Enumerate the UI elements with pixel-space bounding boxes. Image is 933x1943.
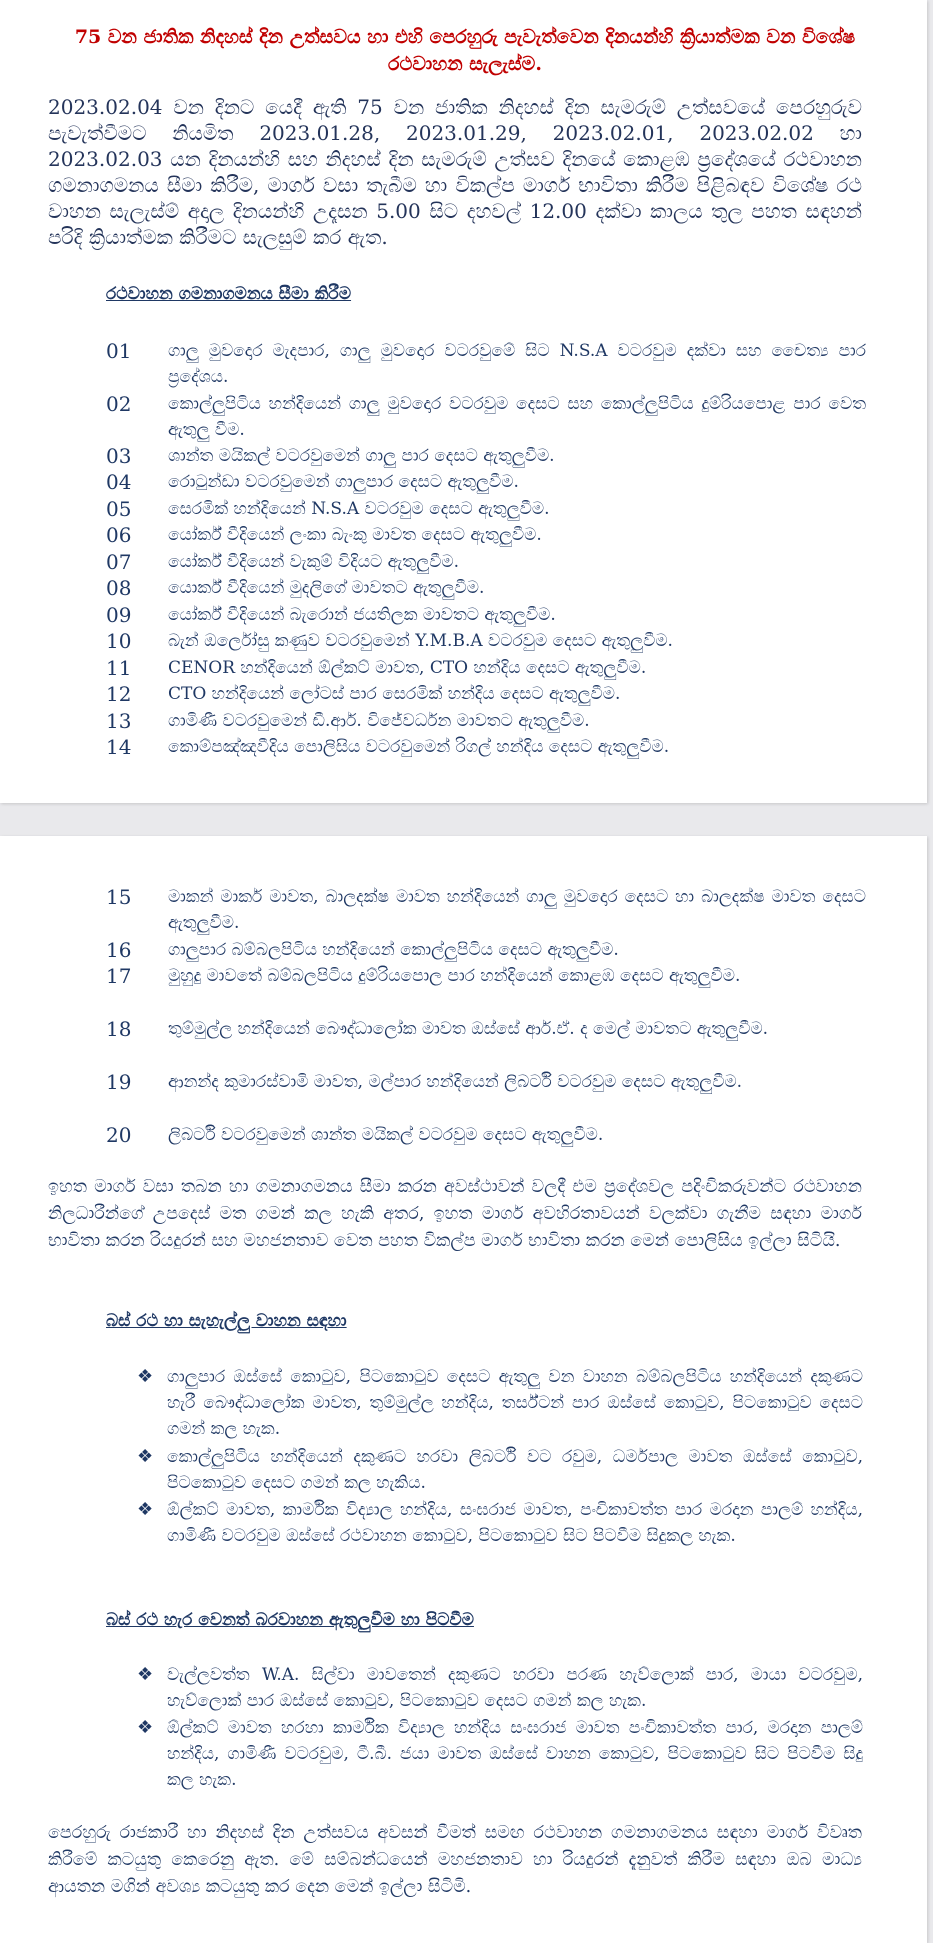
route-bullet-item: [137, 1497, 863, 1577]
item-text: මුහුදු මාවතේ බම්බලපිටිය දුම්රියපොල පාර හන්දියෙන් කොළඹ දෙසට ඇතුලුවීම.: [168, 966, 741, 986]
item-number: 20: [106, 1123, 132, 1147]
item-number: 18: [106, 1017, 132, 1041]
section-heading-traffic-restriction: රථවාහන ගමනාගමනය සීමා කිරීම: [106, 284, 352, 304]
diamond-bullet-icon: ❖: [137, 1499, 154, 1520]
item-text: මාකන් මාකර් මාවත, බාලදක්ෂ මාවත හන්දියෙන් ගාලු මුවදොර දෙසට හා බාලදක්ෂ මාවත දෙසට ඇතුලුවීම.: [168, 887, 866, 933]
item-number: 03: [106, 444, 132, 468]
item-number: 11: [106, 656, 132, 680]
item-number: 13: [106, 709, 132, 733]
diamond-bullet-icon: ❖: [137, 1664, 154, 1685]
item-text: යෝර්ක් වීදියෙන් ලංකා බැංකු මාවත දෙසට ඇතුලුවීම.: [168, 525, 542, 545]
restriction-item: [106, 963, 866, 1015]
item-text: තුම්මුල්ල හන්දියෙන් බෞද්ධාලෝක මාවත ඔස්සේ ආර්.ඒ. ද මෙල් මාවතට ඇතුලුවීම.: [168, 1019, 769, 1039]
diamond-bullet-icon: ❖: [137, 1717, 154, 1738]
item-text: සෙරමික් හන්දියෙන් N.S.A වටරවුම දෙසට ඇතුලුවීම.: [168, 499, 550, 519]
item-number: 14: [106, 735, 132, 759]
bullet-text: ඕල්කට් මාවත, කාර්මික විද්‍යාල හන්දිය, සංඝරාජ මාවත, පංචිකාවත්ත පාර මරදාන පාලම් හන්දිය, ගාමිණී වටරවුම ඔස්සේ රථවාහන කොටුව, පිටකොටුව සිට පිටවීම සිදුකල හැක.: [167, 1500, 863, 1546]
item-text: ගාලුපාර බම්බලපිටිය හන්දියෙන් කොල්ලුපිටිය දෙසට ඇතුලුවීම.: [168, 940, 619, 960]
bullet-text: වැල්ලවත්ත W.A. සිල්වා මාවතෙන් දකුණට හරවා පරණ හැව්ලොක් පාර, මායා වටරවුම, හැව්ලොක් පාර ඔස්සේ කොටුව, පිටකොටුව දෙසට ගමන් කල හැක.: [167, 1665, 863, 1711]
item-number: 02: [106, 392, 132, 416]
restriction-item: [106, 1016, 866, 1068]
diamond-bullet-icon: ❖: [137, 1366, 154, 1387]
item-text: ශාන්ත මයිකල් වටරවුමෙන් ගාලු පාර දෙසට ඇතුලුවීම.: [168, 446, 555, 466]
item-text: ගාලු මුවදොර මැදපාර, ගාලු මුවදොර වටරවුමේ සිට N.S.A වටරවුම දක්වා සහ චෛත්‍ය පාර ප්‍රදේශය.: [168, 341, 866, 387]
item-number: 04: [106, 470, 132, 494]
closing-paragraph: පෙරහුරු රාජකාරී හා නිදහස් දින උත්සවය අවසන් වීමත් සමඟ රථවාහන ගමනාගමනය සඳහා මාර්ග විවෘත කිරීමේ කටයුතු කෙරෙනු ඇත. මේ සම්බන්ධයෙන් මහජනතාව හා රියදුරන් දැනුවත් කිරීම සඳහා ඔබ මාධ්‍ය ආයතන මගින් අවශ්‍ය කටයුතු කර දෙන මෙන් ඉල්ලා සිටිමි.: [48, 1823, 862, 1897]
restriction-item: [106, 884, 866, 936]
item-text: කොල්ලුපිටිය හන්දියෙන් ගාලු මුවදොර වටරවුම දෙසට සහ කොල්ලුපිටිය දුම්රියපොළ පාර වෙත ඇතුලු වීම.: [168, 394, 867, 440]
document-page-1: [0, 0, 927, 803]
advice-paragraph: ඉහත මාර්ග වසා තබන හා ගමනාගමනය සීමා කරන අවස්ථාවන් වලදී එම ප්‍රදේශවල පදිංචිකරුවන්ට රථවාහන නිලධාරීන්ගේ උපදෙස් මත ගමන් කල හැකි අතර, ඉහත මාර්ග අවහිරතාවයන් වලක්වා ගැනීම සඳහා මාර්ග භාවිතා කරන රියදුරන් සහ මහජනතාව වෙත පහත විකල්ප මාර්ග භාවිතා කරන මෙන් පොලිසිය ඉල්ලා සිටියි.: [48, 1177, 862, 1251]
intro-paragraph: 2023.02.04 වන දිනට යෙදී ඇති 75 වන ජාතික නිදහස් දින සැමරුම් උත්සවයේ පෙරහුරුව පැවැත්වීමට නියමිත 2023.01.28, 2023.01.29, 2023.02.01, 2023.02.02 හා 2023.02.03 යන දිනයන්හි සහ නිදහස් දින සැමරුම් උත්සව දිනයේ කොළඹ ප්‍රදේශයේ රථවාහන ගමනාගමනය සීමා කිරීම, මාර්ග වසා තැබීම හා විකල්ප මාර්ග භාවිතා කිරීම පිළිබඳව විශේෂ රථ වාහන සැලැස්ම් අදාල දිනයන්හි උදෑසන 5.00 සිට දහවල් 12.00 දක්වා කාලය තුල පහත සඳහන් පරිදි ක්‍රියාත්මක කිරීමට සැලසුම් කර ඇත.: [48, 95, 862, 249]
item-number: 01: [106, 339, 132, 363]
restriction-item: [106, 338, 866, 390]
section-heading-bus-light-vehicles: බස් රථ හා සැහැල්ලු වාහන සඳහා: [106, 1311, 347, 1331]
item-text: යෝර්ක් වීදියෙන් බැරොන් ජයතිලක මාවතට ඇතුලුවීම.: [168, 605, 556, 625]
diamond-bullet-icon: ❖: [137, 1446, 154, 1467]
bullet-text: කොල්ලුපිටිය හන්දියෙන් දකුණට හරවා ලිබර්ටි වට රවුම, ධර්මපාල මාවත ඔස්සේ කොටුව, පිටකොටුව දෙසට ගමන් කල හැකිය.: [167, 1447, 863, 1493]
item-number: 17: [106, 964, 132, 988]
item-text: ආනන්ද කුමාරස්වාමි මාවත, මල්පාර හන්දියෙන් ලිබර්ටි වටරවුම දෙසට ඇතුලුවීම.: [168, 1072, 743, 1092]
item-text: කොම්පඤ්ඤවීදිය පොලිසිය වටරවුමෙන් රිගල් හන්දිය දෙසට ඇතුලුවීම.: [168, 737, 670, 757]
item-number: 19: [106, 1070, 132, 1094]
item-text: ගාමිණී වටරවුමෙන් ඩී.ආර්. විජේවර්ධන මාවතට ඇතුලුවීම.: [168, 711, 590, 731]
item-text: CTO හන්දියෙන් ලෝටස් පාර සෙරමික් හන්දිය දෙසට ඇතුලුවීම.: [168, 684, 621, 704]
item-number: 09: [106, 603, 132, 627]
section-heading-heavy-vehicles: බස් රථ හැර වෙනත් බරවාහන ඇතුලුවීම හා පිටවීම: [106, 1610, 474, 1630]
route-bullet-item: [137, 1444, 863, 1496]
bullet-text: ගාලුපාර ඔස්සේ කොටුව, පිටකොටුව දෙසට ඇතුලු වන වාහන බම්බලපිටිය හන්දියෙන් දකුණට හැරී බෞද්ධාලෝක මාවත, තුම්මුල්ල හන්දිය, තර්ස්ටන් පාර ඔස්සේ කොටුව, පිටකොටුව දෙසට ගමන් කල හැක.: [167, 1367, 863, 1439]
route-bullet-item: [137, 1364, 863, 1444]
item-text: යෝර්ක් වීදියෙන් වැකුම් විදියට ඇතුලුවීම.: [168, 552, 460, 572]
item-number: 15: [106, 885, 132, 909]
item-number: 05: [106, 497, 132, 521]
restriction-item: [106, 1069, 866, 1121]
item-number: 06: [106, 523, 132, 547]
route-bullet-item: [137, 1662, 863, 1714]
route-bullet-item: [137, 1715, 863, 1795]
item-number: 10: [106, 629, 132, 653]
item-number: 16: [106, 938, 132, 962]
item-text: යොර්ක් වීදියෙන් මුදලිගේ මාවතට ඇතුලුවීම.: [168, 578, 485, 598]
item-number: 12: [106, 682, 132, 706]
document-page-2: [0, 836, 927, 1943]
item-number: 07: [106, 550, 132, 574]
item-text: රොටුන්ඩා වටරවුමෙන් ගාලුපාර දෙසට ඇතුලුවීම.: [168, 472, 519, 492]
restriction-item: [106, 391, 866, 443]
item-number: 08: [106, 576, 132, 600]
bullet-text: ඕල්කට් මාවත හරහා කාර්මික විද්‍යාල හන්දිය සංඝරාජ මාවත පංචිකාවත්ත පාර, මරදාන පාලම් හන්දිය, ගාමිණී වටරවුම, ටී.බී. ජයා මාවත ඔස්සේ වාහන කොටුව, පිටකොටුව සිට පිටවීම සිදු කල හැක.: [167, 1718, 863, 1790]
item-text: බැන් ඔර්ලෝසු කණුව වටරවුමෙන් Y.M.B.A වටරවුම දෙසට ඇතුලුවීම.: [168, 631, 673, 651]
item-text: ලිබර්ටි වටරවුමෙන් ශාන්ත මයිකල් වටරවුම දෙසට ඇතුලුවීම.: [168, 1125, 604, 1145]
item-text: CENOR හන්දියෙන් ඕල්කට් මාවත, CTO හන්දිය දෙසට ඇතුලුවීම.: [168, 658, 647, 678]
document-title: 75 වන ජාතික නිදහස් දින උත්සවය හා එහි පෙරහුරු පැවැත්වෙන දිනයන්හි ක්‍රියාත්මක වන විශේෂ රථවාහන සැලැස්ම.: [74, 26, 856, 75]
